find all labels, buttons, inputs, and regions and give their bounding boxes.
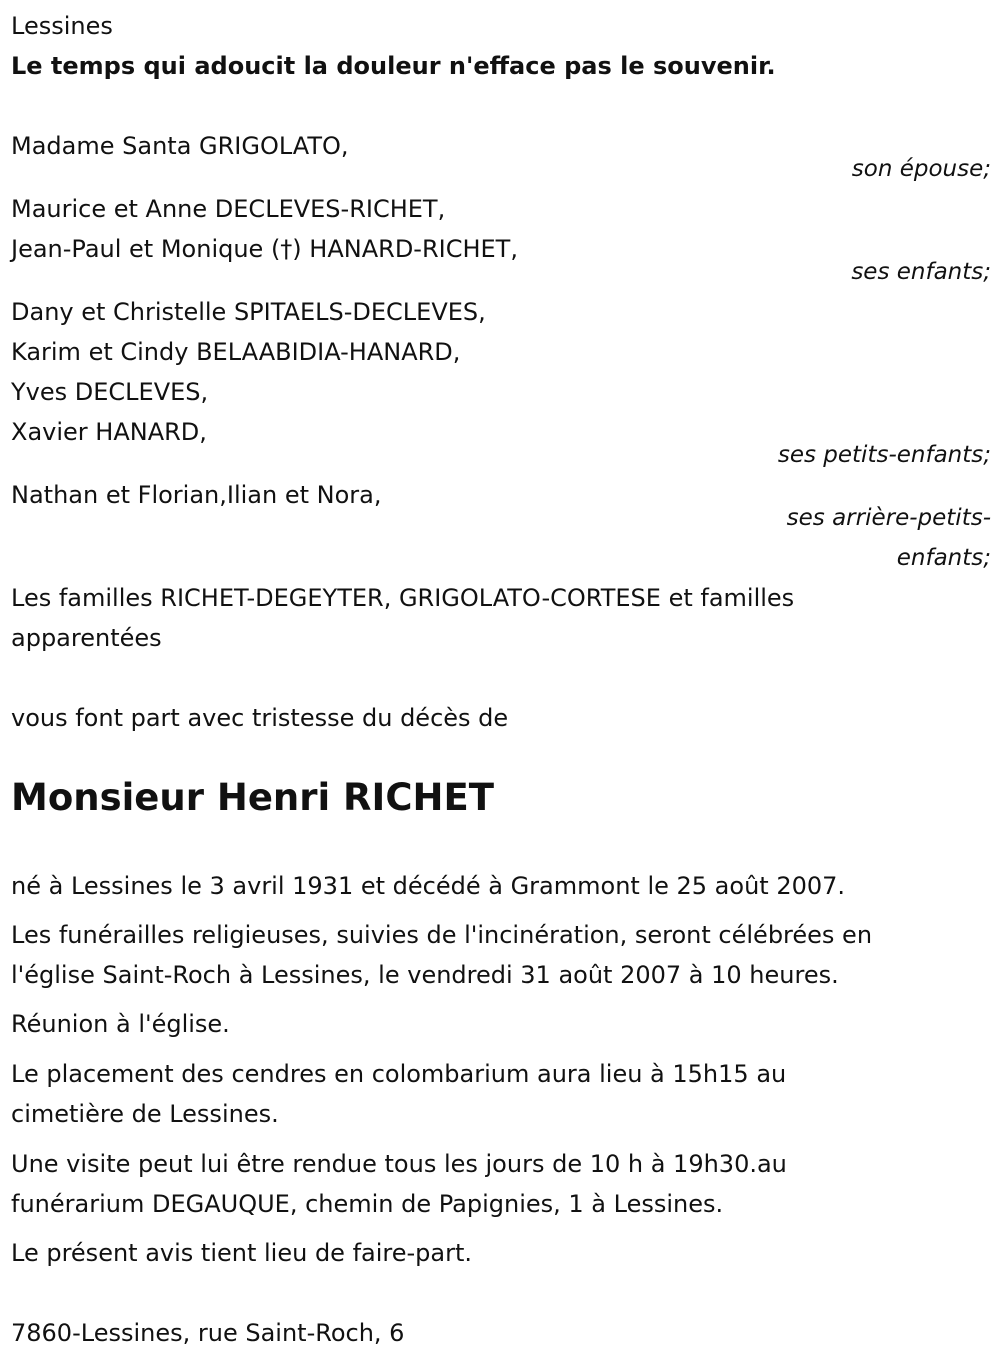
grandchildren-role: ses petits-enfants;: [777, 442, 991, 468]
families-line: apparentées: [11, 624, 162, 652]
birth-death-line: né à Lessines le 3 avril 1931 et décédé à Grammont le 25 août 2007.: [11, 872, 846, 900]
great-grandchildren-role-line1: ses arrière-petits-: [786, 505, 991, 531]
great-grandchild-names: Nathan et Florian,Ilian et Nora,: [11, 481, 382, 509]
visit-info-line: Une visite peut lui être rendue tous les jours de 10 h à 19h30.au: [11, 1150, 787, 1178]
funeral-info-line: Les funérailles religieuses, suivies de l'incinération, seront célébrées en: [11, 921, 873, 949]
families-line: Les familles RICHET-DEGEYTER, GRIGOLATO-CORTESE et familles: [11, 584, 795, 612]
grandchild-name: Yves DECLEVES,: [11, 378, 209, 406]
town-heading: Lessines: [11, 12, 113, 40]
announcement-text: vous font part avec tristesse du décès de: [11, 704, 509, 732]
reunion-line: Réunion à l'église.: [11, 1010, 230, 1038]
child-name: Maurice et Anne DECLEVES-RICHET,: [11, 195, 446, 223]
spouse-name: Madame Santa GRIGOLATO,: [11, 132, 349, 160]
grandchild-name: Xavier HANARD,: [11, 418, 207, 446]
spouse-role: son épouse;: [851, 156, 991, 182]
ashes-info-line: Le placement des cendres en colombarium aura lieu à 15h15 au: [11, 1060, 787, 1088]
visit-info-line: funérarium DEGAUQUE, chemin de Papignies, 1 à Lessines.: [11, 1190, 724, 1218]
child-name: Jean-Paul et Monique (†) HANARD-RICHET,: [11, 235, 518, 263]
grandchild-name: Dany et Christelle SPITAELS-DECLEVES,: [11, 298, 486, 326]
memorial-quote: Le temps qui adoucit la douleur n'efface pas le souvenir.: [11, 52, 776, 80]
notice-line: Le présent avis tient lieu de faire-part.: [11, 1239, 473, 1267]
children-role: ses enfants;: [851, 259, 991, 285]
funeral-info-line: l'église Saint-Roch à Lessines, le vendredi 31 août 2007 à 10 heures.: [11, 961, 839, 989]
great-grandchildren-role-line2: enfants;: [896, 545, 991, 571]
ashes-info-line: cimetière de Lessines.: [11, 1100, 279, 1128]
deceased-name: Monsieur Henri RICHET: [11, 776, 494, 819]
grandchild-name: Karim et Cindy BELAABIDIA-HANARD,: [11, 338, 461, 366]
obituary-notice: [11, 0, 991, 1367]
address-line: 7860-Lessines, rue Saint-Roch, 6: [11, 1319, 405, 1347]
